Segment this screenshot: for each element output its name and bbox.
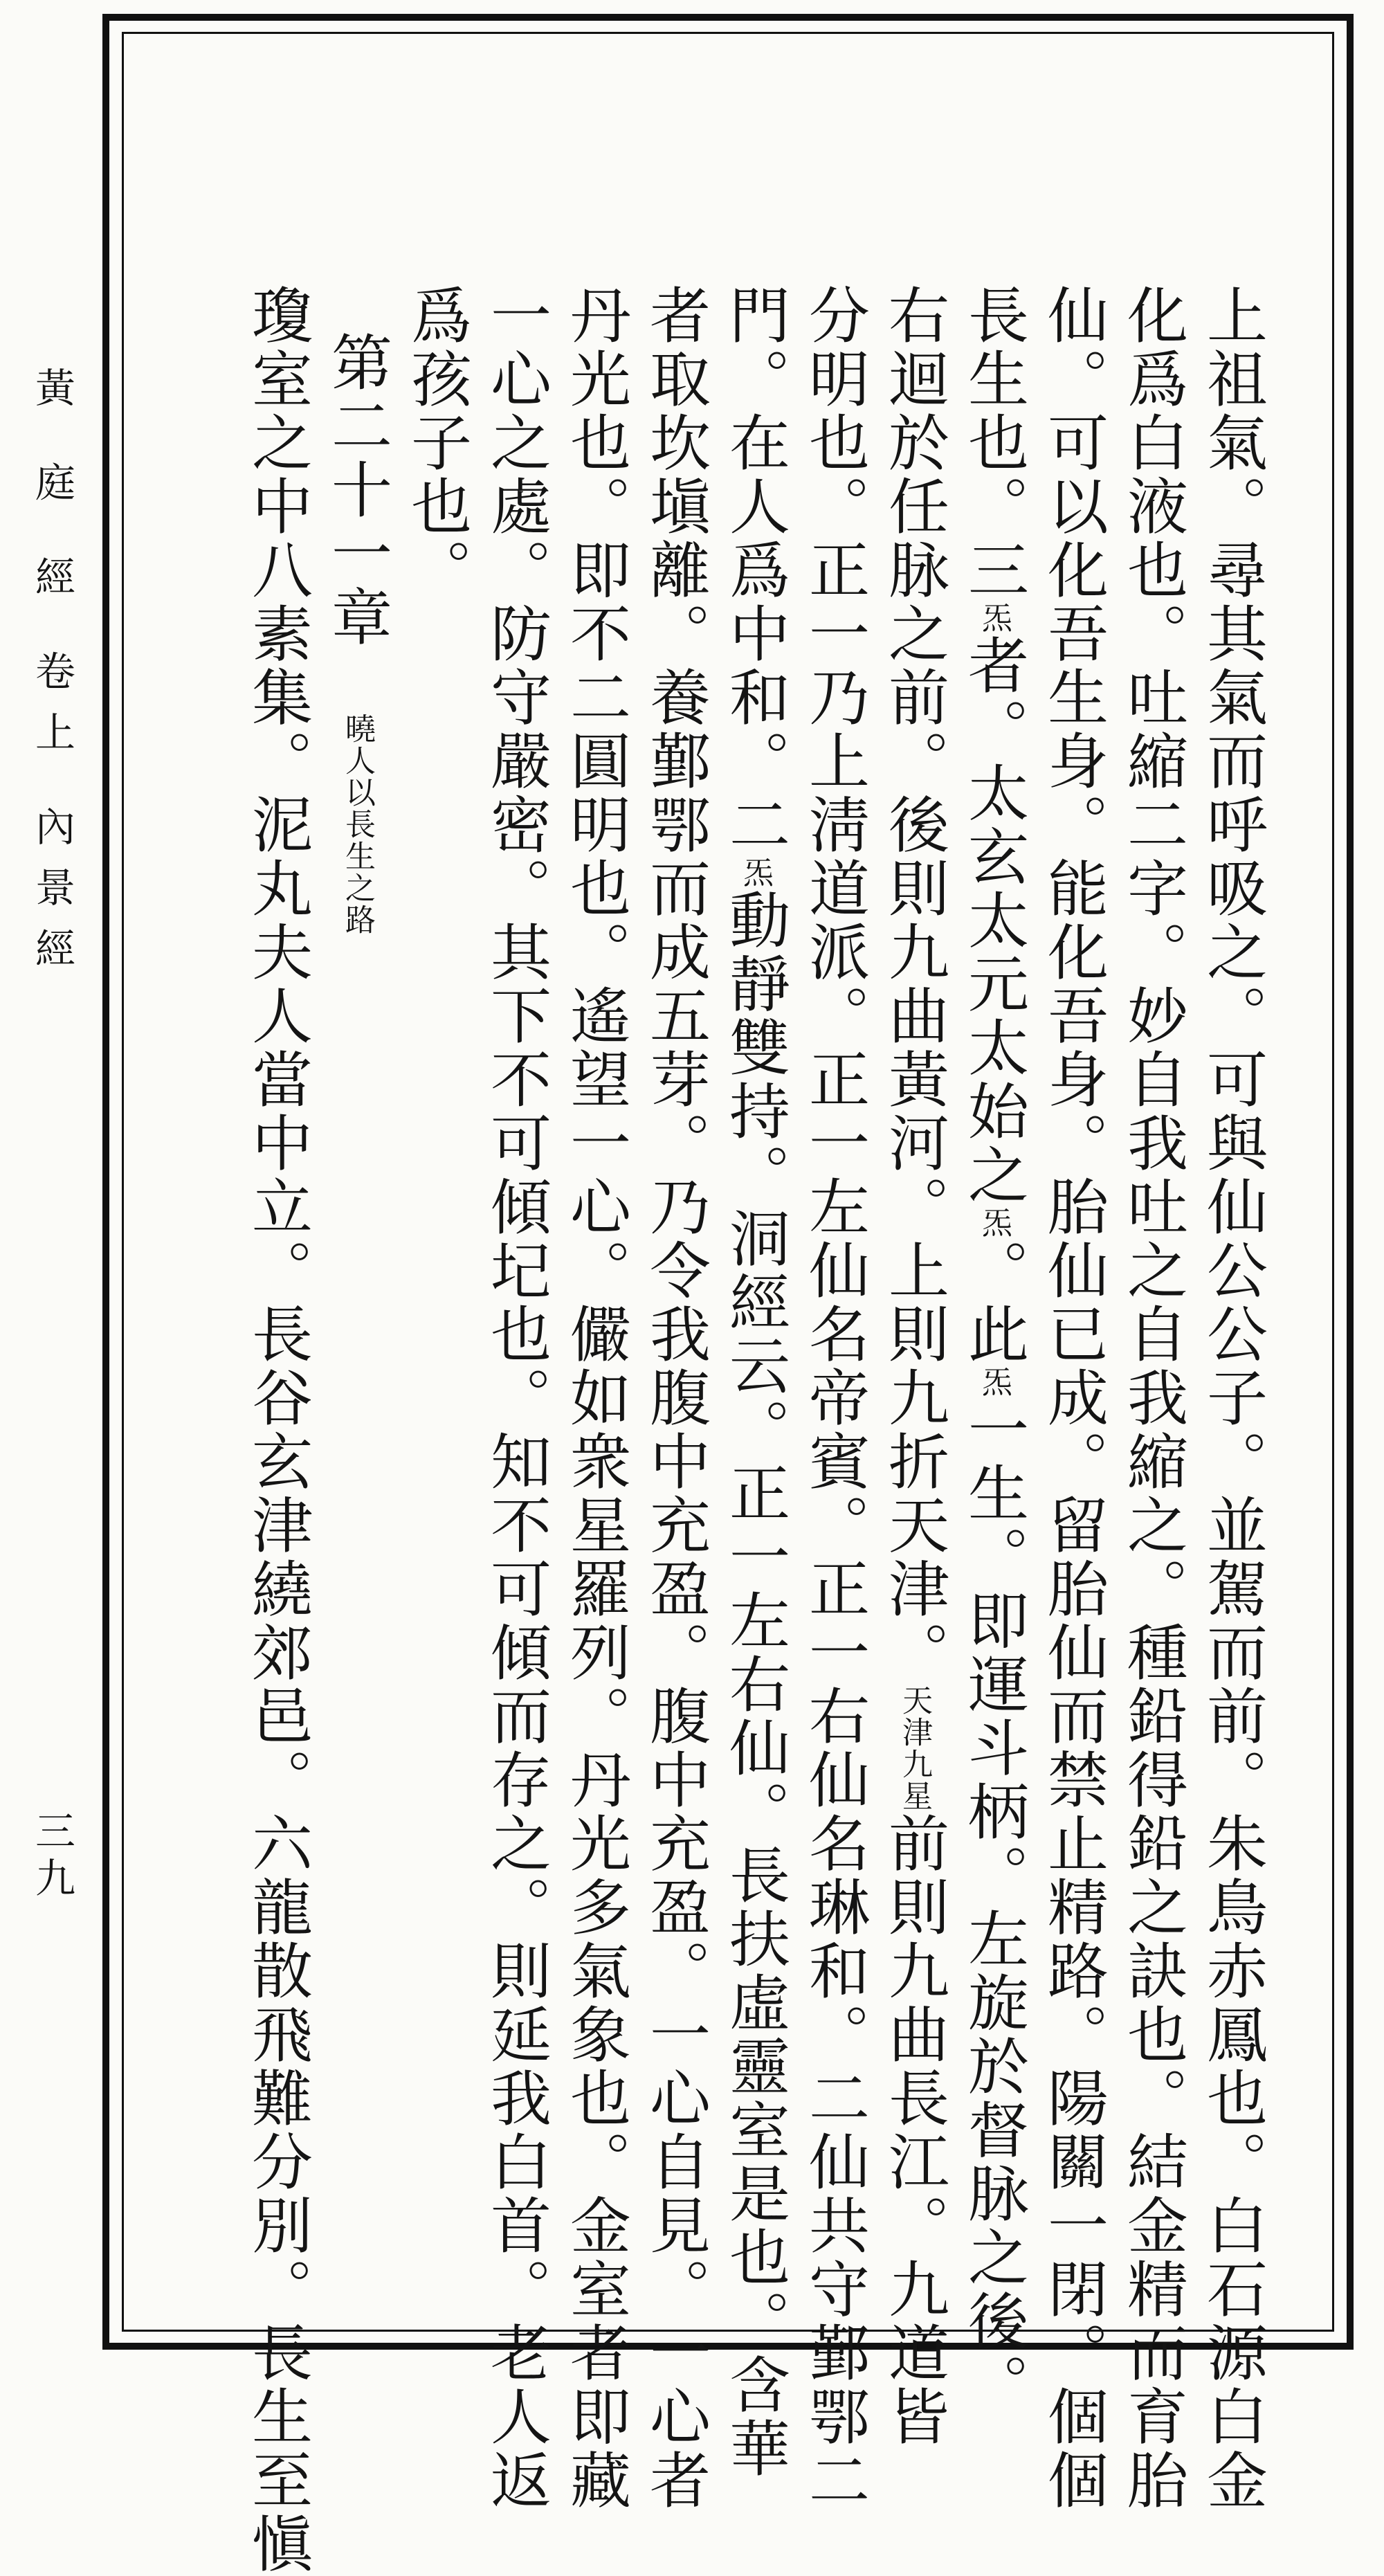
text-segment: 上祖氣。尋其氣而呼吸之。可與仙公公子。並駕而前。朱鳥赤鳳也。白石源白金 xyxy=(1197,284,1268,2512)
text-column xyxy=(477,284,555,2512)
text-segment: 動靜雙持。洞經云。正一左右仙。長扶虛靈室是也。含華 xyxy=(720,889,791,2480)
text-segment: 仙。可以化吾生身。能化吾身。胎仙已成。留胎仙而禁止精路。陽關一閉。個個 xyxy=(1038,284,1109,2512)
text-column xyxy=(1035,284,1112,2512)
text-segment: 一生。即運斗柄。左旋於督脉之後。 xyxy=(958,1398,1030,2417)
text-segment: 。此 xyxy=(958,1239,1030,1366)
page-number: 三九 xyxy=(28,1810,75,1904)
annotation-note: 曉人以長生之路 xyxy=(340,713,375,936)
text-segment: 一心之處。防守嚴密。其下不可傾圮也。知不可傾而存之。則延我白首。老人返 xyxy=(481,284,552,2512)
text-segment: 瓊室之中八素集。泥丸夫人當中立。長谷玄津繞郊邑。六龍散飛難分別。長生至愼 xyxy=(242,284,313,2576)
text-column xyxy=(398,284,475,2291)
annotation-note: 炁 xyxy=(976,602,1012,634)
annotation-note: 炁 xyxy=(738,857,773,889)
text-column xyxy=(239,284,316,2576)
text-segment: 長生也。三 xyxy=(958,284,1030,602)
chapter-heading xyxy=(318,331,396,2338)
annotation-note: 炁 xyxy=(976,1366,1012,1398)
text-column xyxy=(716,284,794,2480)
text-column xyxy=(955,284,1032,2417)
text-column xyxy=(875,284,953,2449)
text-segment: 化爲白液也。吐縮二字。妙自我吐之自我縮之。種鉛得鉛之訣也。結金精而育胎 xyxy=(1118,284,1189,2512)
text-segment: 者。太玄太元太始之 xyxy=(958,634,1030,1207)
text-column xyxy=(637,284,714,2512)
text-column xyxy=(796,284,873,2512)
text-column xyxy=(1194,284,1271,2512)
annotation-note: 炁 xyxy=(976,1207,1012,1239)
text-segment: 前則九曲長江。九道皆 xyxy=(879,1812,950,2449)
text-segment: 爲孩子也。 xyxy=(401,284,473,602)
text-column xyxy=(557,284,635,2512)
text-segment: 第二十一章 xyxy=(322,331,393,713)
text-segment: 丹光也。即不二圓明也。遙望一心。儼如衆星羅列。丹光多氣象也。金室者即藏 xyxy=(561,284,632,2512)
text-segment: 右迴於任脉之前。後則九曲黃河。上則九折天津。 xyxy=(879,284,950,1685)
annotation-note: 天津九星 xyxy=(897,1685,932,1812)
text-column xyxy=(1114,284,1192,2512)
running-title: 黃 庭 經 卷上 內景經 xyxy=(28,367,75,988)
text-segment: 門。在人爲中和。二 xyxy=(720,284,791,857)
text-segment: 分明也。正一乃上淸道派。正一左仙名帝賓。正一右仙名琳和。二仙共守鄞鄂二 xyxy=(799,284,871,2512)
text-segment: 者取坎塡離。養鄞鄂而成五芽。乃令我腹中充盈。腹中充盈。一心自見。一心者 xyxy=(640,284,711,2512)
